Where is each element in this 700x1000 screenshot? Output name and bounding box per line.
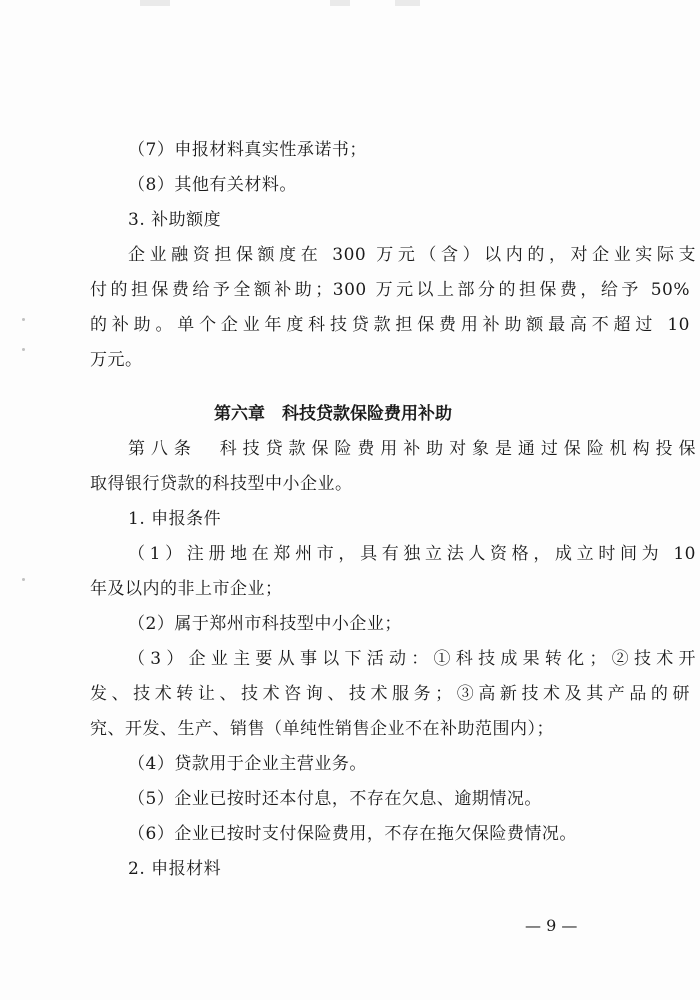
condition-line: 究、开发、生产、销售（单纯性销售企业不在补助范围内）； — [90, 719, 554, 739]
paragraph-line: 付的担保费给予全额补助；300 万元以上部分的担保费，给予 50% — [90, 280, 690, 300]
condition-line: （2）属于郑州市科技型中小企业； — [128, 614, 402, 634]
condition-line: 发、技术转让、技术咨询、技术服务；③高新技术及其产品的研 — [90, 684, 690, 704]
scan-artifact — [140, 0, 170, 6]
paragraph-line: 万元。 — [90, 350, 143, 370]
section-heading-subsidy-amount: 3. 补助额度 — [128, 210, 222, 230]
section-heading-conditions: 1. 申报条件 — [128, 509, 222, 529]
condition-line: （5）企业已按时还本付息，不存在欠息、逾期情况。 — [128, 789, 542, 809]
condition-line: （6）企业已按时支付保险费用，不存在拖欠保险费情况。 — [128, 824, 577, 844]
condition-line: （3）企业主要从事以下活动：①科技成果转化；②技术开 — [128, 649, 696, 669]
condition-line: （4）贷款用于企业主营业务。 — [128, 754, 367, 774]
scan-artifact — [330, 0, 350, 6]
scan-speck — [22, 318, 25, 321]
scan-speck — [22, 578, 25, 581]
condition-line: （1）注册地在郑州市，具有独立法人资格，成立时间为 10 — [128, 544, 696, 564]
chapter-heading: 第六章 科技贷款保险费用补助 — [214, 404, 452, 424]
page-number: — 9 — — [525, 916, 578, 935]
condition-line: 年及以内的非上市企业； — [90, 579, 283, 599]
scan-artifact — [395, 0, 420, 6]
article-line: 第八条 科技贷款保险费用补助对象是通过保险机构投保 — [128, 439, 696, 459]
paragraph-line: 的补助。单个企业年度科技贷款担保费用补助额最高不超过 10 — [90, 315, 690, 335]
list-item-7: （7）申报材料真实性承诺书； — [128, 140, 367, 160]
article-line: 取得银行贷款的科技型中小企业。 — [90, 474, 353, 494]
paragraph-line: 企业融资担保额度在 300 万元（含）以内的，对企业实际支 — [128, 245, 696, 265]
section-heading-materials: 2. 申报材料 — [128, 859, 222, 879]
scan-speck — [22, 348, 25, 351]
list-item-8: （8）其他有关材料。 — [128, 175, 297, 195]
